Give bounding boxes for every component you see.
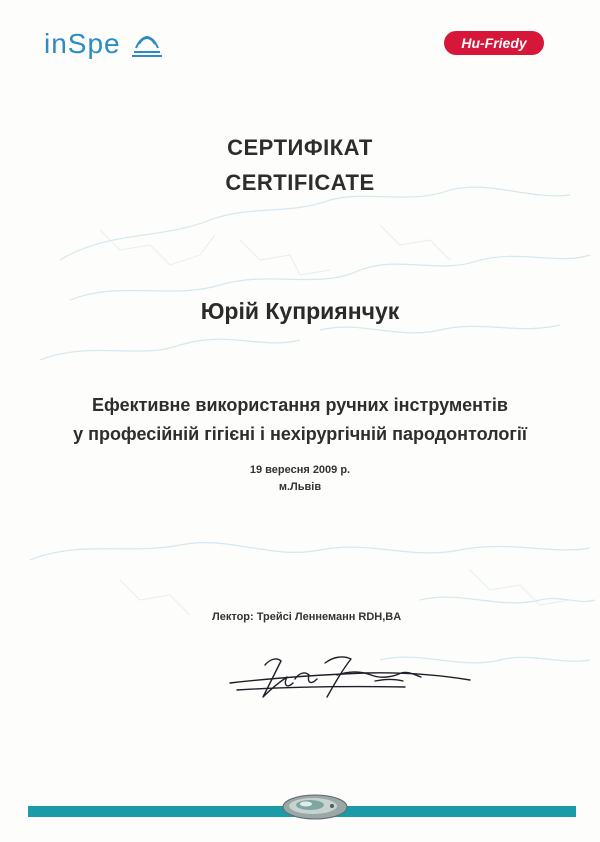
inspe-logo <box>40 26 170 66</box>
certificate-date: 19 вересня 2009 р. <box>249 464 351 476</box>
certificate-title-ua: СЕРТИФІКАТ <box>227 135 373 160</box>
certificate-title-en: CERTIFICATE <box>225 170 375 195</box>
abalone-shell-icon <box>280 792 350 822</box>
course-title-line-1: Ефективне використання ручних інструментів <box>92 395 508 415</box>
lecturer-line: Лектор: Трейсі Леннеманн RDH,BA <box>212 611 402 623</box>
certificate-city: м.Львів <box>278 481 322 493</box>
hufriedy-logo: Hu-Friedy <box>444 31 544 55</box>
inspe-logo-text: inSpe <box>44 28 121 59</box>
course-title-line-2: у професійній гігієні і нехірургічній пародонтології <box>73 424 527 444</box>
inspe-shell-icon <box>130 28 164 58</box>
recipient-name: Юрій Куприянчук <box>200 298 400 324</box>
lecturer-signature <box>225 645 475 705</box>
